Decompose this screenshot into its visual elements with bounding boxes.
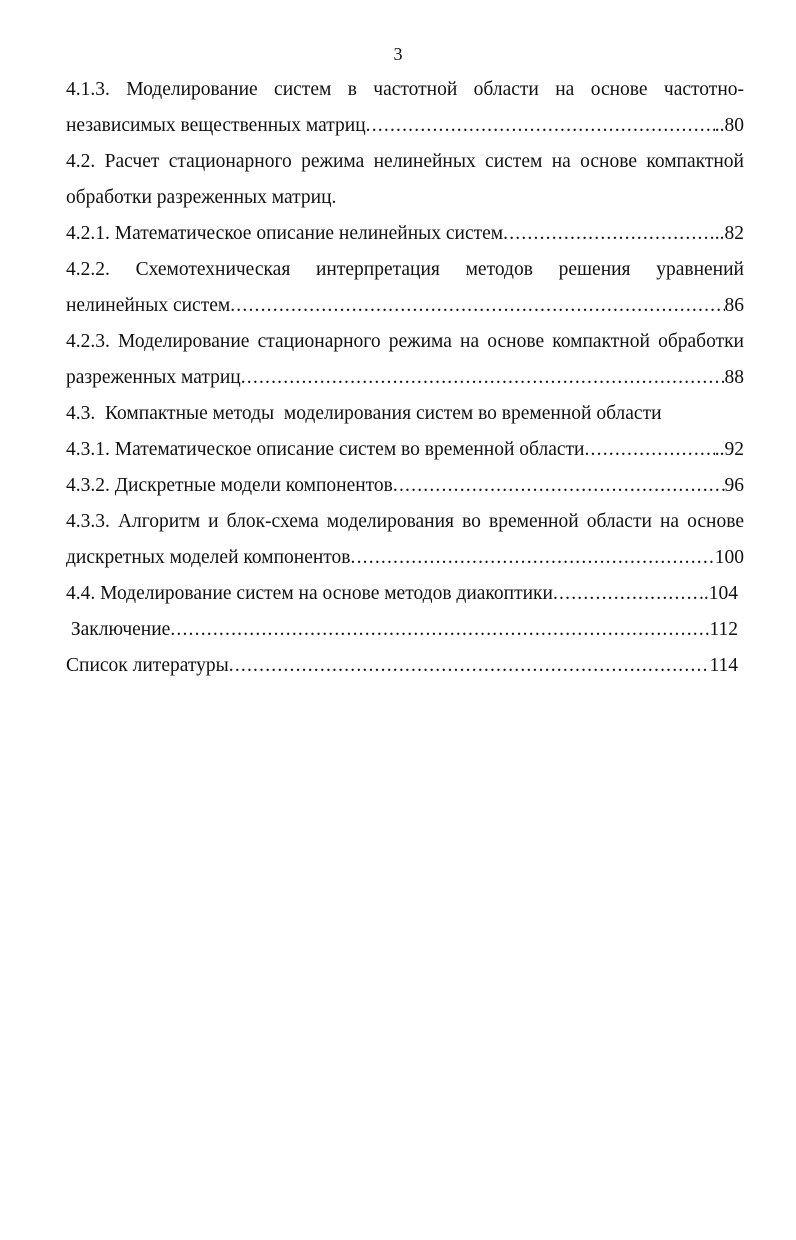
toc-entry-4-3-3-line1: 4.3.3. Алгоритм и блок-схема моделирования во временной области на основе (66, 511, 744, 532)
dot-leader (229, 648, 710, 684)
toc-entry-title: независимых вещественных матриц (66, 115, 366, 136)
toc-entry-title: 4.3.2. Дискретные модели компонентов (66, 475, 393, 496)
dot-leader (503, 216, 715, 252)
page-number: 3 (393, 44, 403, 64)
toc-entry-title: 4.3.1. Математическое описание систем во временной области (66, 439, 585, 460)
dot-leader (366, 108, 715, 144)
toc-entry-title: дискретных моделей компонентов (66, 547, 351, 568)
toc-entry-4-3-1 (66, 432, 744, 468)
toc-page-number: 88 (724, 367, 744, 388)
dot-leader (584, 432, 714, 468)
toc-entry-title: Заключение (66, 619, 171, 640)
toc-page-number: 100 (714, 547, 744, 568)
toc-entry-title: Список литературы (66, 655, 229, 676)
toc-page-number: 86 (724, 295, 744, 316)
toc-entry-4-4 (66, 576, 738, 612)
dot-leader (351, 540, 715, 576)
dot-leader (241, 360, 725, 396)
toc-entry-4-3-3-line2 (66, 540, 744, 576)
toc-entry-title: нелинейных систем (66, 295, 231, 316)
toc-entry-title: разреженных матриц (66, 367, 241, 388)
toc-entry-4-2-3-line1: 4.2.3. Моделирование стационарного режима на основе компактной обработки (66, 331, 744, 352)
toc-page-number: 112 (709, 619, 738, 640)
toc-page-number: ..82 (714, 223, 744, 244)
toc-entry-4-3-2 (66, 468, 744, 504)
toc-entry-4-2-2-line1: 4.2.2. Схемотехническая интерпретация методов решения уравнений (66, 259, 744, 280)
table-of-contents (66, 72, 744, 684)
toc-page-number: 114 (709, 655, 738, 676)
toc-entry-4-2-3-line2 (66, 360, 744, 396)
dot-leader (553, 576, 699, 612)
toc-page-number: ..80 (714, 115, 744, 136)
toc-entry-4-2-2-line2 (66, 288, 744, 324)
toc-entry-4-2-line1: 4.2. Расчет стационарного режима нелинейных систем на основе компактной (66, 151, 744, 172)
toc-entry-conclusion (66, 612, 738, 648)
toc-entry-4-2-1 (66, 216, 744, 252)
toc-entry-4-2-line2: обработки разреженных матриц. (66, 187, 337, 208)
toc-entry-references (66, 648, 738, 684)
dot-leader (230, 288, 724, 324)
toc-entry-4-1-3-line1: 4.1.3. Моделирование систем в частотной области на основе частотно- (66, 79, 744, 100)
toc-entry-title: 4.2.1. Математическое описание нелинейных систем (66, 223, 504, 244)
toc-page-number: ..92 (714, 439, 744, 460)
toc-entry-4-1-3-line2 (66, 108, 744, 144)
toc-entry-title: 4.4. Моделирование систем на основе методов диакоптики (66, 583, 553, 604)
dot-leader (393, 468, 725, 504)
toc-entry-4-3: 4.3. Компактные методы моделирования систем во временной области (66, 403, 662, 424)
dot-leader (170, 612, 709, 648)
toc-page-number: ..104 (699, 583, 738, 604)
toc-page-number: 96 (724, 475, 744, 496)
